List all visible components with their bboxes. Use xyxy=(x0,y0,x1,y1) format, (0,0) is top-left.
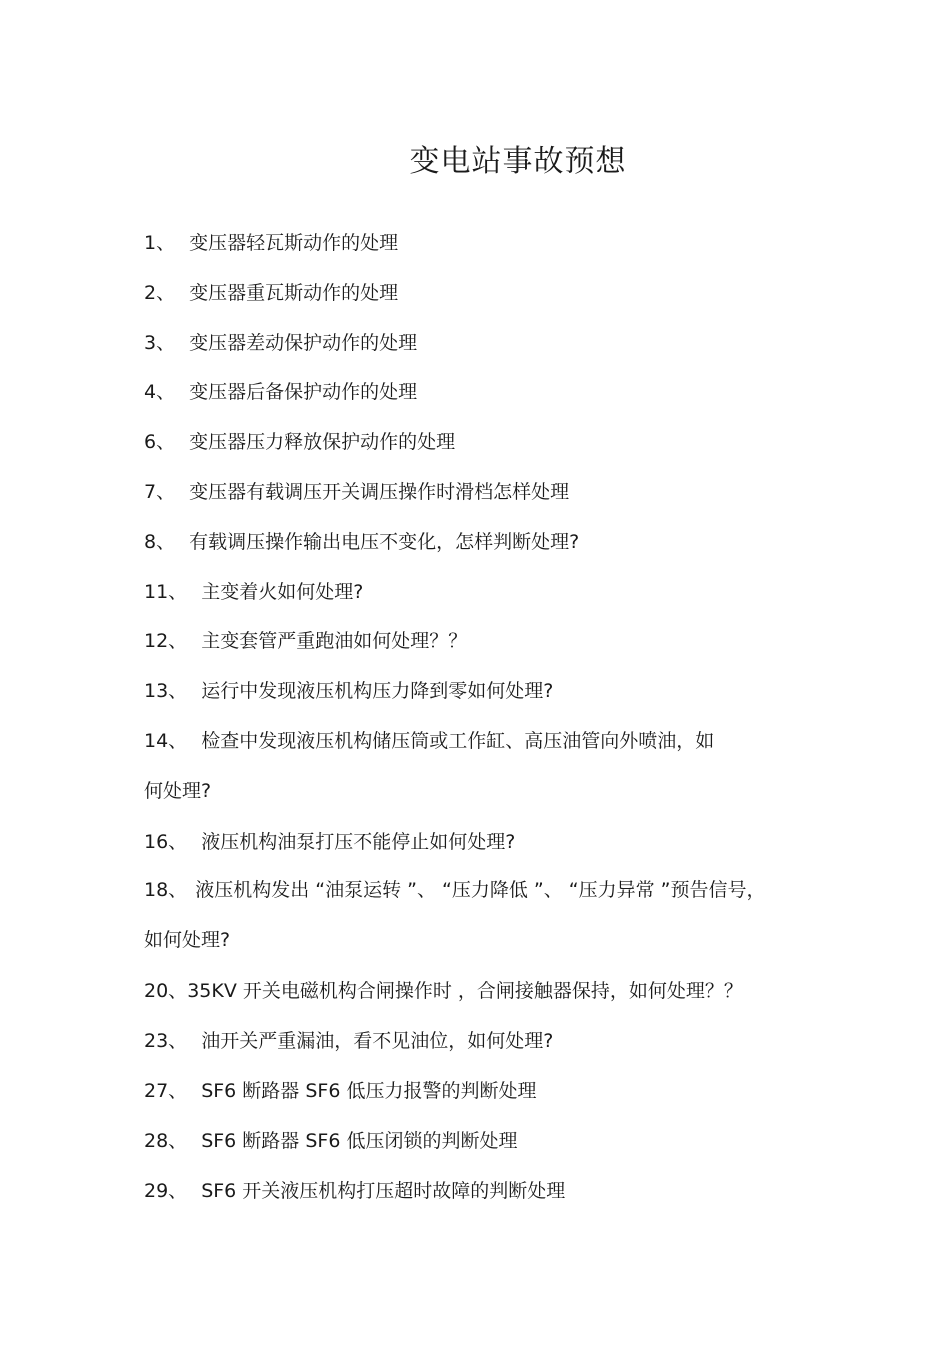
list-item xyxy=(144,628,467,654)
list-item xyxy=(144,429,455,455)
item-text: 主变套管严重跑油如何处理？？ xyxy=(201,630,468,652)
list-item xyxy=(144,280,398,306)
item-text: 运行中发现液压机构压力降到零如何处理? xyxy=(201,680,554,702)
list-item xyxy=(144,579,363,605)
list-item xyxy=(144,1128,517,1154)
list-item xyxy=(144,230,398,256)
item-text: 主变着火如何处理? xyxy=(201,581,364,603)
item-number: 11、 xyxy=(144,581,188,603)
item-number: 23、 xyxy=(144,1030,188,1052)
item-text: 变压器后备保护动作的处理 xyxy=(189,381,418,403)
item-text: 检查中发现液压机构储压筒或工作缸、高压油管向外喷油，如 xyxy=(201,730,715,752)
item-number: 2、 xyxy=(144,282,176,304)
item-number: 4、 xyxy=(144,381,176,403)
list-item xyxy=(144,978,743,1004)
list-item xyxy=(144,829,515,855)
item-text: 变压器差动保护动作的处理 xyxy=(189,332,418,354)
item-text: 有载调压操作输出电压不变化，怎样判断处理? xyxy=(189,531,580,553)
item-number: 13、 xyxy=(144,680,188,702)
item-number: 3、 xyxy=(144,332,176,354)
list-item xyxy=(144,1178,565,1204)
item-number: 6、 xyxy=(144,431,176,453)
item-number: 20、 xyxy=(144,980,188,1002)
item-text: SF6 开关液压机构打压超时故障的判断处理 xyxy=(201,1180,566,1202)
list-item xyxy=(144,330,417,356)
list-item-continuation: 何处理? xyxy=(144,780,212,802)
item-number: 12、 xyxy=(144,630,188,652)
item-number: 29、 xyxy=(144,1180,188,1202)
list-item xyxy=(144,1078,536,1104)
item-text: SF6 断路器 SF6 低压力报警的判断处理 xyxy=(201,1080,537,1102)
item-number: 8、 xyxy=(144,531,176,553)
item-text: 液压机构发出 “油泵运转 ”、 “压力降低 ”、 “压力异常 ”预告信号， xyxy=(195,879,766,901)
item-number: 28、 xyxy=(144,1130,188,1152)
item-number: 1、 xyxy=(144,232,176,254)
list-item xyxy=(144,479,569,505)
list-item xyxy=(144,379,417,405)
item-number: 14、 xyxy=(144,730,188,752)
item-text: 35KV 开关电磁机构合闸操作时 ，合闸接触器保持，如何处理？？ xyxy=(187,980,743,1002)
list-item xyxy=(144,877,766,903)
item-number: 18、 xyxy=(144,879,188,901)
item-text: 液压机构油泵打压不能停止如何处理? xyxy=(201,831,516,853)
list-item xyxy=(144,678,553,704)
item-number: 27、 xyxy=(144,1080,188,1102)
item-text: SF6 断路器 SF6 低压闭锁的判断处理 xyxy=(201,1130,518,1152)
item-text: 变压器重瓦斯动作的处理 xyxy=(189,282,399,304)
list-item xyxy=(144,1028,553,1054)
item-number: 16、 xyxy=(144,831,188,853)
item-number: 7、 xyxy=(144,481,176,503)
list-item xyxy=(144,728,714,754)
item-text: 变压器压力释放保护动作的处理 xyxy=(189,431,456,453)
list-item-continuation: 如何处理? xyxy=(144,929,231,951)
item-text: 变压器轻瓦斯动作的处理 xyxy=(189,232,399,254)
page-title: 变电站事故预想 xyxy=(409,144,627,179)
list-item xyxy=(144,529,579,555)
item-text: 油开关严重漏油，看不见油位，如何处理? xyxy=(201,1030,554,1052)
item-text: 变压器有载调压开关调压操作时滑档怎样处理 xyxy=(189,481,570,503)
